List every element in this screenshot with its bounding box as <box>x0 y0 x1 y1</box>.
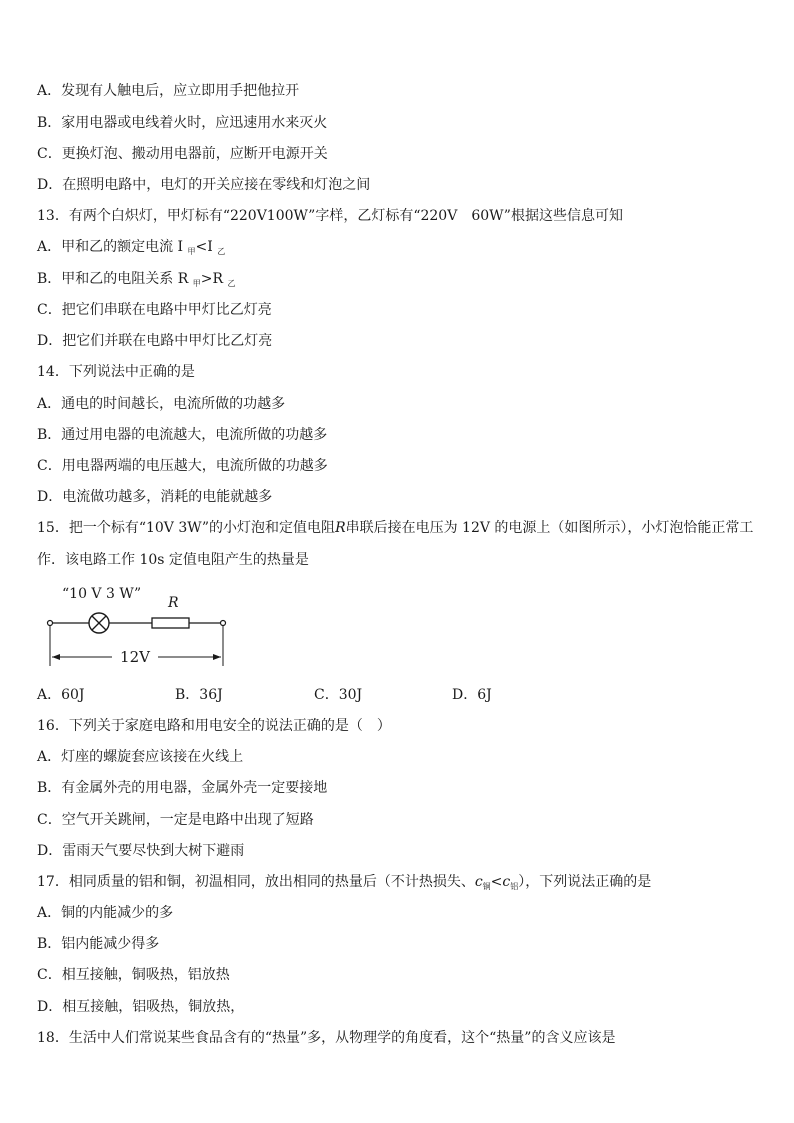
q16-option-c: C．空气开关跳闸，一定是电路中出现了短路 <box>37 812 314 828</box>
q15-stem-line2: 作．该电路工作 10s 定值电阻产生的热量是 <box>37 552 309 568</box>
q13-option-c: C．把它们串联在电路中甲灯比乙灯亮 <box>37 302 272 318</box>
q13-b-sub2: 乙 <box>227 279 236 288</box>
q13-a-sub2: 乙 <box>217 247 226 256</box>
q13-b-mid: >R <box>200 271 228 287</box>
q13-option-a <box>37 238 225 261</box>
q13-a-text: A．甲和乙的额定电流 I <box>37 239 188 255</box>
q17-option-b: B．铝内能减少得多 <box>37 936 160 952</box>
q17-stem-part2: ），下列说法正确的是 <box>518 874 652 890</box>
q17-c-aluminum: c <box>502 874 511 890</box>
resistor-label: R <box>168 595 179 611</box>
q15-stem <box>37 519 753 537</box>
q17-c-copper-sub: 铜 <box>482 882 491 891</box>
q13-option-b <box>37 270 235 293</box>
q13-stem: 13．有两个白炽灯，甲灯标有“220V100W”字样，乙灯标有“220V 60W”根据这些信息可知 <box>37 208 623 224</box>
q17-less-than: < <box>490 874 503 890</box>
q12-option-a: A．发现有人触电后，应立即用手把他拉开 <box>37 83 300 99</box>
resistor-icon <box>152 618 189 628</box>
q15-stem-r: R <box>335 520 346 536</box>
q16-option-d: D．雷雨天气要尽快到大树下避雨 <box>37 843 245 859</box>
q12-option-d: D．在照明电路中，电灯的开关应接在零线和灯泡之间 <box>37 177 371 193</box>
q14-option-d: D．电流做功越多，消耗的电能就越多 <box>37 489 273 505</box>
q13-a-sub1: 甲 <box>187 247 196 256</box>
q12-option-b: B．家用电器或电线着火时，应迅速用水来灭火 <box>37 115 328 131</box>
q13-b-sub1: 甲 <box>192 279 201 288</box>
voltage-label: 12V <box>120 648 150 666</box>
q15-stem-part2: 串联后接在电压为 12V 的电源上（如图所示），小灯泡恰能正常工 <box>345 520 754 536</box>
q16-option-b: B．有金属外壳的用电器，金属外壳一定要接地 <box>37 780 328 796</box>
q16-option-a: A．灯座的螺旋套应该接在火线上 <box>37 749 244 765</box>
q17-stem <box>37 873 651 896</box>
q14-option-b: B．通过用电器的电流越大，电流所做的功越多 <box>37 427 328 443</box>
q17-stem-part1: 17．相同质量的铝和铜，初温相同，放出相同的热量后（不计热损失、 <box>37 874 475 890</box>
q15-stem-part1: 15．把一个标有“10V 3W”的小灯泡和定值电阻 <box>37 520 336 536</box>
lamp-label: “10 V 3 W” <box>62 586 142 602</box>
q14-option-a: A．通电的时间越长，电流所做的功越多 <box>37 396 286 412</box>
q17-option-c: C．相互接触，铜吸热，铝放热 <box>37 967 230 983</box>
q15-option-b: B．36J <box>175 687 223 703</box>
q13-a-mid: <I <box>195 239 218 255</box>
q17-option-d: D．相互接触，铝吸热，铜放热， <box>37 999 245 1015</box>
q13-option-d: D．把它们并联在电路中甲灯比乙灯亮 <box>37 333 273 349</box>
q17-c-copper: c <box>474 874 483 890</box>
q15-option-d: D．6J <box>452 687 492 703</box>
q17-option-a: A．铜的内能减少的多 <box>37 905 174 921</box>
left-terminal <box>48 621 53 626</box>
q17-c-aluminum-sub: 铝 <box>510 882 519 891</box>
q18-stem: 18．生活中人们常说某些食品含有的“热量”多，从物理学的角度看，这个“热量”的含义应该是 <box>37 1030 616 1046</box>
q12-option-c: C．更换灯泡、搬动用电器前，应断开电源开关 <box>37 146 328 162</box>
q16-stem: 16．下列关于家庭电路和用电安全的说法正确的是（ ） <box>37 718 391 734</box>
q15-option-c: C．30J <box>314 687 363 703</box>
lamp-icon <box>89 613 109 633</box>
q13-b-text: B．甲和乙的电阻关系 R <box>37 271 193 287</box>
q14-option-c: C．用电器两端的电压越大，电流所做的功越多 <box>37 458 328 474</box>
q15-option-a: A．60J <box>37 687 85 703</box>
circuit-diagram <box>40 580 240 670</box>
q14-stem: 14．下列说法中正确的是 <box>37 364 195 380</box>
q15-options <box>37 686 597 704</box>
right-terminal <box>221 621 226 626</box>
